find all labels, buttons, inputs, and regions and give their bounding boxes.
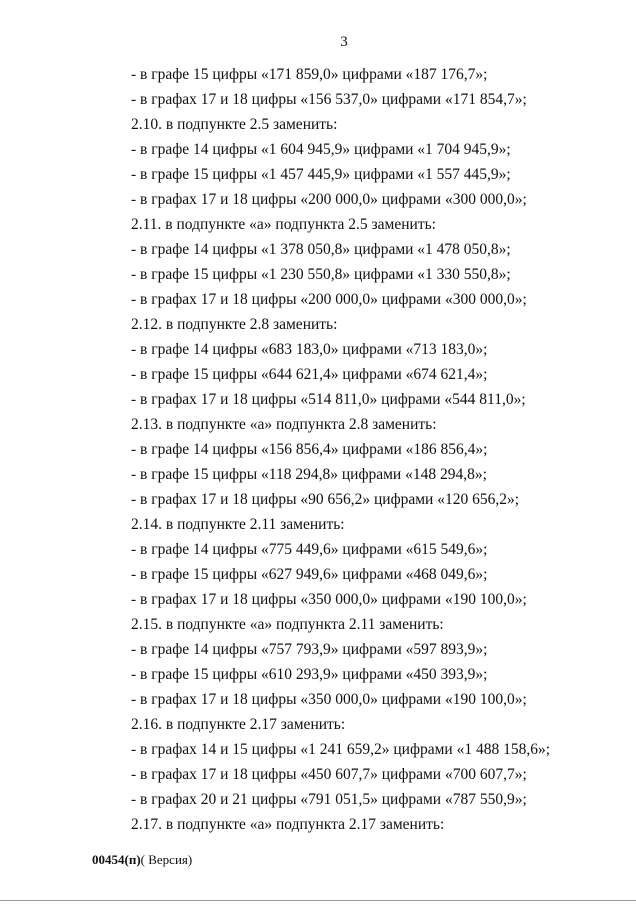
amendment-item: - в графе 15 цифры «610 293,9» цифрами «450 393,9»; <box>131 666 488 683</box>
amendment-item: - в графе 14 цифры «757 793,9» цифрами «597 893,9»; <box>131 641 488 658</box>
amendment-item: - в графах 17 и 18 цифры «350 000,0» цифрами «190 100,0»; <box>131 591 527 608</box>
footer-document-code: 00454(п) <box>92 852 141 867</box>
amendment-item: - в графах 17 и 18 цифры «450 607,7» цифрами «700 607,7»; <box>131 766 527 783</box>
amendment-item: - в графе 14 цифры «683 183,0» цифрами «713 183,0»; <box>131 341 488 358</box>
subsection-heading: 2.12. в подпункте 2.8 заменить: <box>131 316 338 333</box>
amendment-item: - в графах 17 и 18 цифры «156 537,0» цифрами «171 854,7»; <box>131 91 527 108</box>
amendment-item: - в графах 20 и 21 цифры «791 051,5» цифрами «787 550,9»; <box>131 791 527 808</box>
subsection-heading: 2.11. в подпункте «а» подпункта 2.5 заменить: <box>131 216 436 233</box>
subsection-heading: 2.16. в подпункте 2.17 заменить: <box>131 716 346 733</box>
document-footer <box>92 852 192 868</box>
subsection-heading: 2.10. в подпункте 2.5 заменить: <box>131 116 338 133</box>
subsection-heading: 2.14. в подпункте 2.11 заменить: <box>131 516 345 533</box>
amendment-item: - в графах 17 и 18 цифры «200 000,0» цифрами «300 000,0»; <box>131 191 527 208</box>
amendment-item: - в графах 17 и 18 цифры «90 656,2» цифрами «120 656,2»; <box>131 491 520 508</box>
amendment-item: - в графе 15 цифры «1 230 550,8» цифрами «1 330 550,8»; <box>131 266 511 283</box>
subsection-heading: 2.17. в подпункте «а» подпункта 2.17 заменить: <box>131 816 445 833</box>
amendment-item: - в графе 14 цифры «1 604 945,9» цифрами «1 704 945,9»; <box>131 141 511 158</box>
amendment-item: - в графе 15 цифры «118 294,8» цифрами «148 294,8»; <box>131 466 487 483</box>
amendment-item: - в графах 14 и 15 цифры «1 241 659,2» цифрами «1 488 158,6»; <box>131 741 551 758</box>
page-bottom-edge <box>0 900 636 901</box>
amendment-item: - в графе 14 цифры «156 856,4» цифрами «186 856,4»; <box>131 441 488 458</box>
page-number: 3 <box>340 34 348 50</box>
amendment-item: - в графах 17 и 18 цифры «200 000,0» цифрами «300 000,0»; <box>131 291 527 308</box>
subsection-heading: 2.15. в подпункте «а» подпункта 2.11 заменить: <box>131 616 444 633</box>
amendment-item: - в графе 15 цифры «1 457 445,9» цифрами «1 557 445,9»; <box>131 166 511 183</box>
amendment-item: - в графе 15 цифры «171 859,0» цифрами «187 176,7»; <box>131 66 488 83</box>
amendment-item: - в графах 17 и 18 цифры «350 000,0» цифрами «190 100,0»; <box>131 691 527 708</box>
amendment-item: - в графах 17 и 18 цифры «514 811,0» цифрами «544 811,0»; <box>131 391 526 408</box>
amendment-item: - в графе 14 цифры «1 378 050,8» цифрами «1 478 050,8»; <box>131 241 511 258</box>
amendment-item: - в графе 14 цифры «775 449,6» цифрами «615 549,6»; <box>131 541 488 558</box>
amendment-item: - в графе 15 цифры «627 949,6» цифрами «468 049,6»; <box>131 566 488 583</box>
footer-version: ( Версия) <box>140 852 193 867</box>
document-body <box>0 62 636 837</box>
amendment-item: - в графе 15 цифры «644 621,4» цифрами «674 621,4»; <box>131 366 488 383</box>
subsection-heading: 2.13. в подпункте «а» подпункта 2.8 заменить: <box>131 416 437 433</box>
